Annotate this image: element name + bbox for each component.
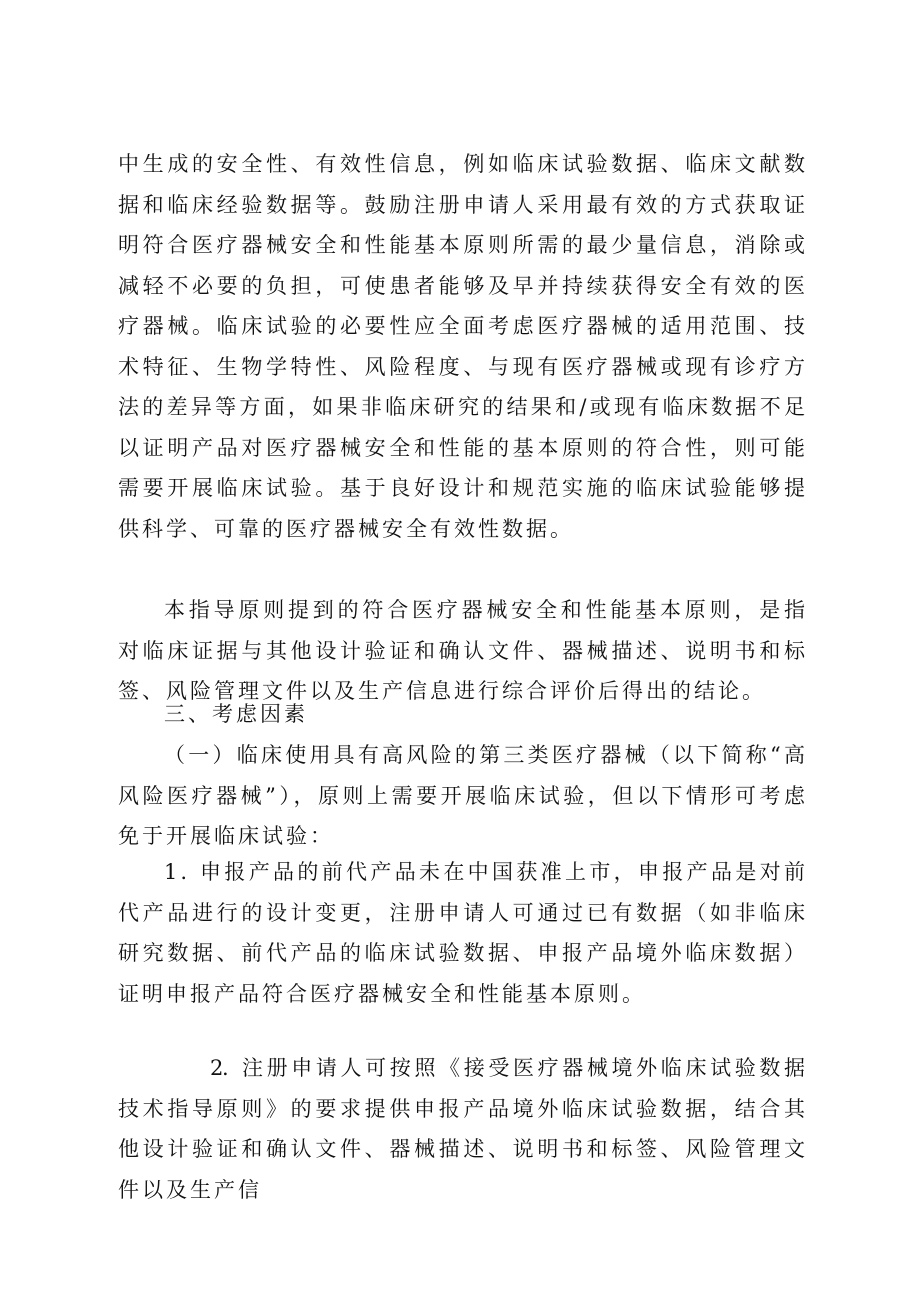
list-item-2-number: 2: [210, 1056, 227, 1080]
section-heading-considerations: 三、考虑因素: [164, 702, 308, 726]
list-item-2: [118, 1048, 808, 1210]
list-item-2-text: . 注册申请人可按照《接受医疗器械境外临床试验数据技术指导原则》的要求提供申报产品境外临床试验数据，结合其他设计验证和确认文件、器械描述、说明书和标签、风险管理文件以及生产信: [118, 1056, 808, 1202]
paragraph-high-risk-devices: （一）临床使用具有高风险的第三类医疗器械（以下简称“高风险医疗器械”），原则上需要开展临床试验，但以下情形可考虑免于开展临床试验：: [118, 743, 808, 848]
paragraph-continuation: 中生成的安全性、有效性信息，例如临床试验数据、临床文献数据和临床经验数据等。鼓励注册申请人采用最有效的方式获取证明符合医疗器械安全和性能基本原则所需的最少量信息，消除或减轻不必要的负担，可使患者能够及早并持续获得安全有效的医疗器械。临床试验的必要性应全面考虑医疗器械的适用范围、技术特征、生物学特性、风险程度、与现有医疗器械或现有诊疗方法的差异等方面，如果非临床研究的结果和/或现有临床数据不足以证明产品对医疗器械安全和性能的基本原则的符合性，则可能需要开展临床试验。基于良好设计和规范实施的临床试验能够提供科学、可靠的医疗器械安全有效性数据。: [118, 152, 808, 541]
list-item-1: 1. 申报产品的前代产品未在中国获准上市，申报产品是对前代产品进行的设计变更，注册申请人可通过已有数据（如非临床研究数据、前代产品的临床试验数据、申报产品境外临床数据）证明申报产品符合医疗器械安全和性能基本原则。: [118, 860, 808, 1006]
paragraph-principle-conclusion: 本指导原则提到的符合医疗器械安全和性能基本原则，是指对临床证据与其他设计验证和确认文件、器械描述、说明书和标签、风险管理文件以及生产信息进行综合评价后得出的结论。: [118, 598, 808, 703]
